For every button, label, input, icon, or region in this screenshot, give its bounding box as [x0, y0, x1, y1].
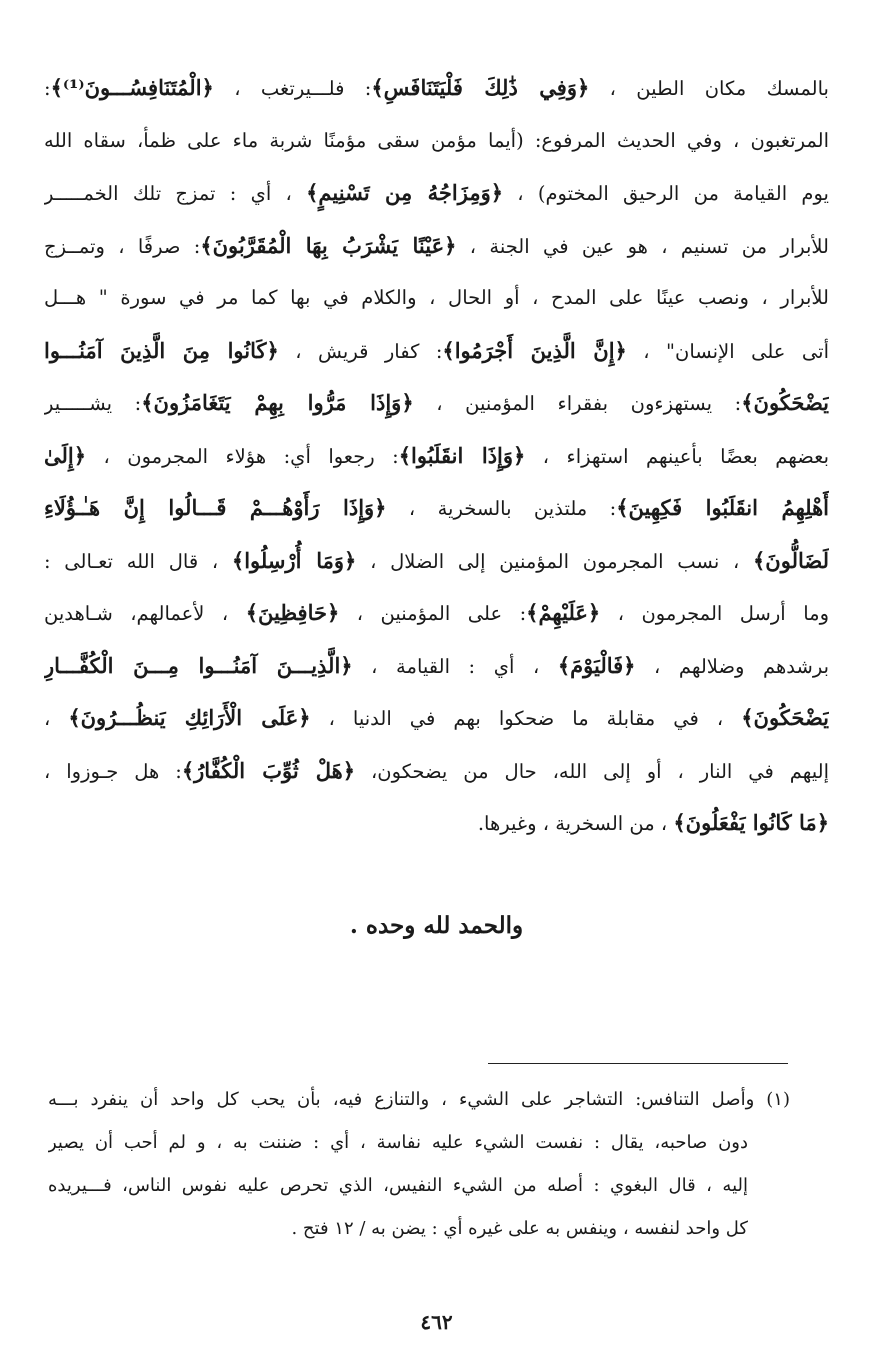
- text-line: [44, 692, 829, 745]
- quran-quote: أَهْلِهِمُ انقَلَبُوا فَكِهِينَ﴾: [616, 495, 829, 520]
- text-line: [44, 535, 829, 588]
- text-line: [44, 115, 829, 168]
- quran-quote: ﴿الَّذِيـــنَ آمَنُـــوا مِـــنَ الْكُفَّـــارِ: [44, 652, 353, 678]
- quran-quote: لَضَالُّونَ﴾: [753, 547, 829, 573]
- text-line: [44, 62, 829, 115]
- text-line: [44, 272, 829, 325]
- commentary-text: ، أي : القيامة ،: [352, 654, 558, 678]
- commentary-text: أتى على الإنسان" ،: [626, 339, 829, 363]
- footnote-line: (١) وأصل التنافس: التشاجر على الشيء ، والتنازع فيه، بأن يحب كل واحد أن ينفرد بـــه: [48, 1089, 790, 1110]
- quran-quote: ﴿إِلَىٰ: [44, 442, 87, 468]
- quran-quote: ﴿إِنَّ الَّذِينَ أَجْرَمُوا﴾: [442, 337, 627, 363]
- text-line: [44, 482, 829, 535]
- quran-quote: ﴿وَإِذَا مَرُّوا بِهِمْ يَتَغَامَزُونَ﴾: [141, 390, 414, 415]
- quran-quote: ﴿وَمَا أُرْسِلُوا﴾: [231, 547, 357, 573]
- text-line: [44, 587, 829, 640]
- text-line: [44, 430, 829, 483]
- commentary-text: ،: [44, 707, 69, 730]
- commentary-text: بالمسك مكان الطين ،: [589, 77, 829, 100]
- quran-quote: ﴿عَلَى الْأَرَائِكِ يَنظُـــرُونَ﴾: [68, 705, 311, 730]
- commentary-text: للأبرار من تسنيم ، هو عين في الجنة ،: [456, 234, 829, 258]
- commentary-text: للأبرار ، ونصب عينًا على المدح ، أو الحال ، والكلام في بها كما مر في سورة " هـــل: [44, 286, 829, 309]
- commentary-text: إليهم في النار ، أو إلى الله، حال من يضحكون،: [355, 759, 829, 783]
- quran-quote: يَضْحَكُونَ﴾: [741, 705, 829, 730]
- commentary-text: : فلـــيرتغب ،: [213, 77, 372, 100]
- commentary-text: ، في مقابلة ما ضحكوا بهم في الدنيا ،: [310, 707, 742, 730]
- footnote-line: دون صاحبه، يقال : نفست الشيء عليه نفاسة ، أي : ضننت به ، و لم أحب أن يصير: [48, 1132, 748, 1153]
- commentary-text: : ملتذين بالسخرية ،: [386, 497, 617, 520]
- quran-quote: ﴿حَافِظِينَ﴾: [245, 600, 340, 625]
- commentary-text: يوم القيامة من الرحيق المختوم) ،: [503, 182, 829, 205]
- text-line: [44, 220, 829, 273]
- quran-quote: ﴿وَإِذَا انقَلَبُوا﴾: [398, 442, 526, 468]
- commentary-text: : هل جـوزوا ،: [44, 759, 182, 783]
- quran-quote: ﴿فَالْيَوْمَ﴾: [557, 652, 636, 678]
- quran-quote: ﴿وَإِذَا رَأَوْهُـــمْ قَـــالُوا إِنَّ هَـٰـؤُلَاءِ: [44, 495, 387, 520]
- commentary-text: المرتغبون ، وفي الحديث المرفوع: (أيما مؤمن سقى مؤمنًا شربة ماء على ظمأ، سقاه الله: [44, 128, 829, 152]
- commentary-text: : رجعوا أي: هؤلاء المجرمون ،: [86, 444, 399, 468]
- text-line: [44, 325, 829, 378]
- commentary-text: : يستهزءون بفقراء المؤمنين ،: [413, 392, 742, 415]
- footnote-line: كل واحد لنفسه ، وينفس به على غيره أي : يضن به / ١٢ فتح .: [291, 1218, 748, 1239]
- commentary-text: ، من السخرية ، وغيرها.: [477, 812, 674, 835]
- commentary-text: : يشـــــير: [44, 392, 142, 415]
- commentary-text: ، نسب المجرمون المؤمنين إلى الضلال ،: [356, 549, 753, 573]
- commentary-text: ، أي : تمزج تلك الخمـــــر: [44, 182, 307, 205]
- quran-quote: ﴿عَلَيْهِمْ﴾: [526, 600, 601, 625]
- quran-quote: ﴿كَانُوا مِنَ الَّذِينَ آمَنُـــوا: [44, 337, 279, 363]
- commentary-text: : كفار قريش ،: [278, 339, 443, 363]
- commentary-text: ، قال الله تعـالى :: [44, 549, 232, 573]
- text-line: [44, 640, 829, 693]
- quran-quote: ﴿عَيْنًا يَشْرَبُ بِهَا الْمُقَرَّبُونَ﴾: [200, 232, 457, 258]
- text-line: [44, 745, 829, 798]
- main-text-block: [44, 62, 829, 850]
- commentary-text: :: [44, 77, 51, 100]
- closing-praise: والحمد لله وحده .: [349, 912, 524, 939]
- footnote-block: [48, 1078, 790, 1250]
- commentary-text: برشدهم وضلالهم ،: [635, 654, 829, 678]
- quran-quote: يَضْحَكُونَ﴾: [741, 390, 829, 415]
- quran-quote: ﴿وَفِي ذَٰلِكَ فَلْيَتَنَافَسِ﴾: [371, 75, 590, 100]
- quran-quote: ﴿الْمُتَنَافِسُـــونَ⁽¹⁾﴾: [50, 75, 214, 100]
- quran-quote: ﴿وَمِزَاجُهُ مِن تَسْنِيمٍ﴾: [306, 180, 504, 205]
- footnote-line: إليه ، قال البغوي : أصله من الشيء النفيس، الذي تحرص عليه نفوس الناس، فـــيريده: [48, 1175, 748, 1196]
- footnote-separator: [488, 1063, 788, 1064]
- text-line: [44, 797, 829, 850]
- commentary-text: : صرفًا ، وتمــزج: [44, 234, 201, 258]
- quran-quote: ﴿هَلْ ثُوِّبَ الْكُفَّارُ﴾: [181, 757, 356, 783]
- commentary-text: : على المؤمنين ،: [339, 602, 527, 625]
- text-line: [44, 377, 829, 430]
- commentary-text: ، لأعمالهم، شـاهدين: [44, 602, 246, 625]
- quran-quote: ﴿مَا كَانُوا يَفْعَلُونَ﴾: [673, 810, 829, 835]
- page-number: ٤٦٢: [420, 1310, 453, 1334]
- commentary-text: بعضهم بعضًا بأعينهم استهزاء ،: [525, 444, 829, 468]
- text-line: [44, 167, 829, 220]
- commentary-text: وما أرسل المجرمون ،: [600, 602, 829, 625]
